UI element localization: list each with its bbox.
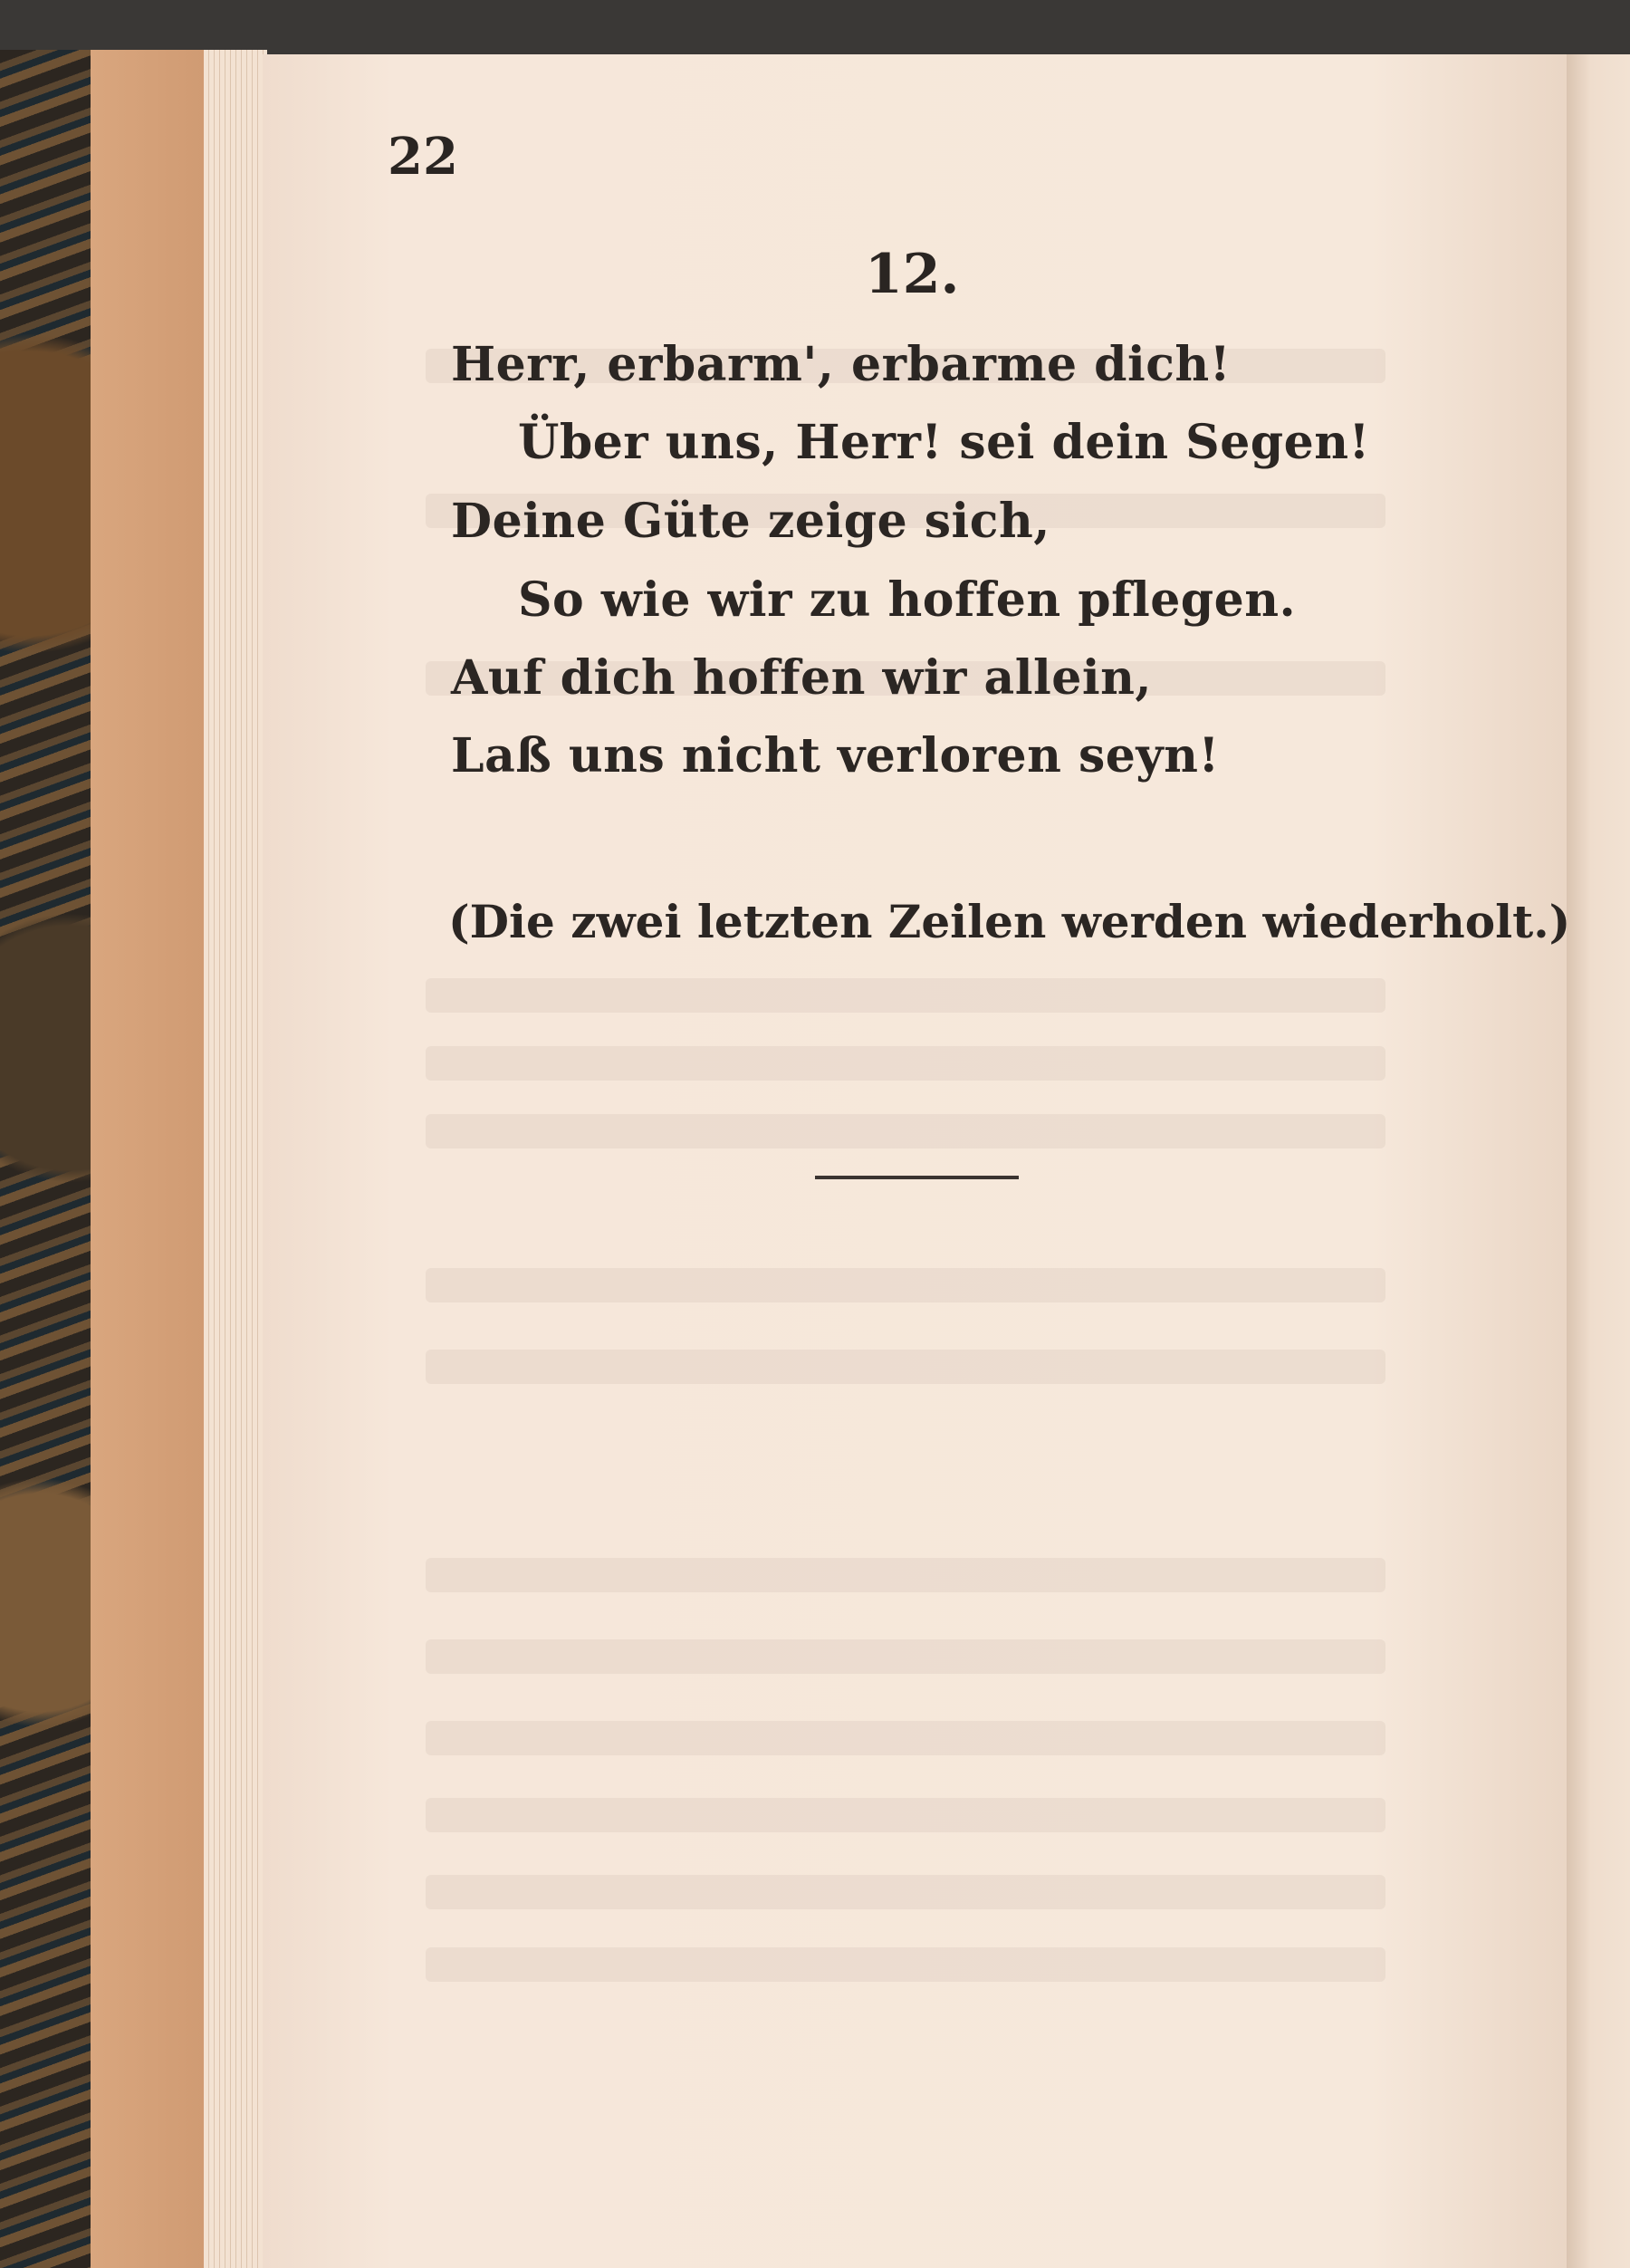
poem-line: Laß uns nicht verloren seyn! xyxy=(451,728,1220,783)
poem-line: Deine Güte zeige sich, xyxy=(451,494,1050,549)
page-edges xyxy=(204,50,267,2268)
poem-line: Über uns, Herr! sei dein Segen! xyxy=(518,415,1370,470)
poem-line: Auf dich hoffen wir allein, xyxy=(451,650,1152,706)
facing-page-edge xyxy=(1565,54,1630,2268)
repeat-note: (Die zwei letzten Zeilen werden wiederholt.) xyxy=(448,895,1571,948)
divider-rule xyxy=(815,1176,1019,1179)
section-number: 12. xyxy=(865,243,960,306)
poem-line: Herr, erbarm', erbarme dich! xyxy=(451,337,1232,392)
poem-line: So wie wir zu hoffen pflegen. xyxy=(518,572,1297,628)
book-cover-marbled xyxy=(0,50,100,2268)
page-number: 22 xyxy=(388,127,458,187)
endpaper xyxy=(91,50,213,2268)
